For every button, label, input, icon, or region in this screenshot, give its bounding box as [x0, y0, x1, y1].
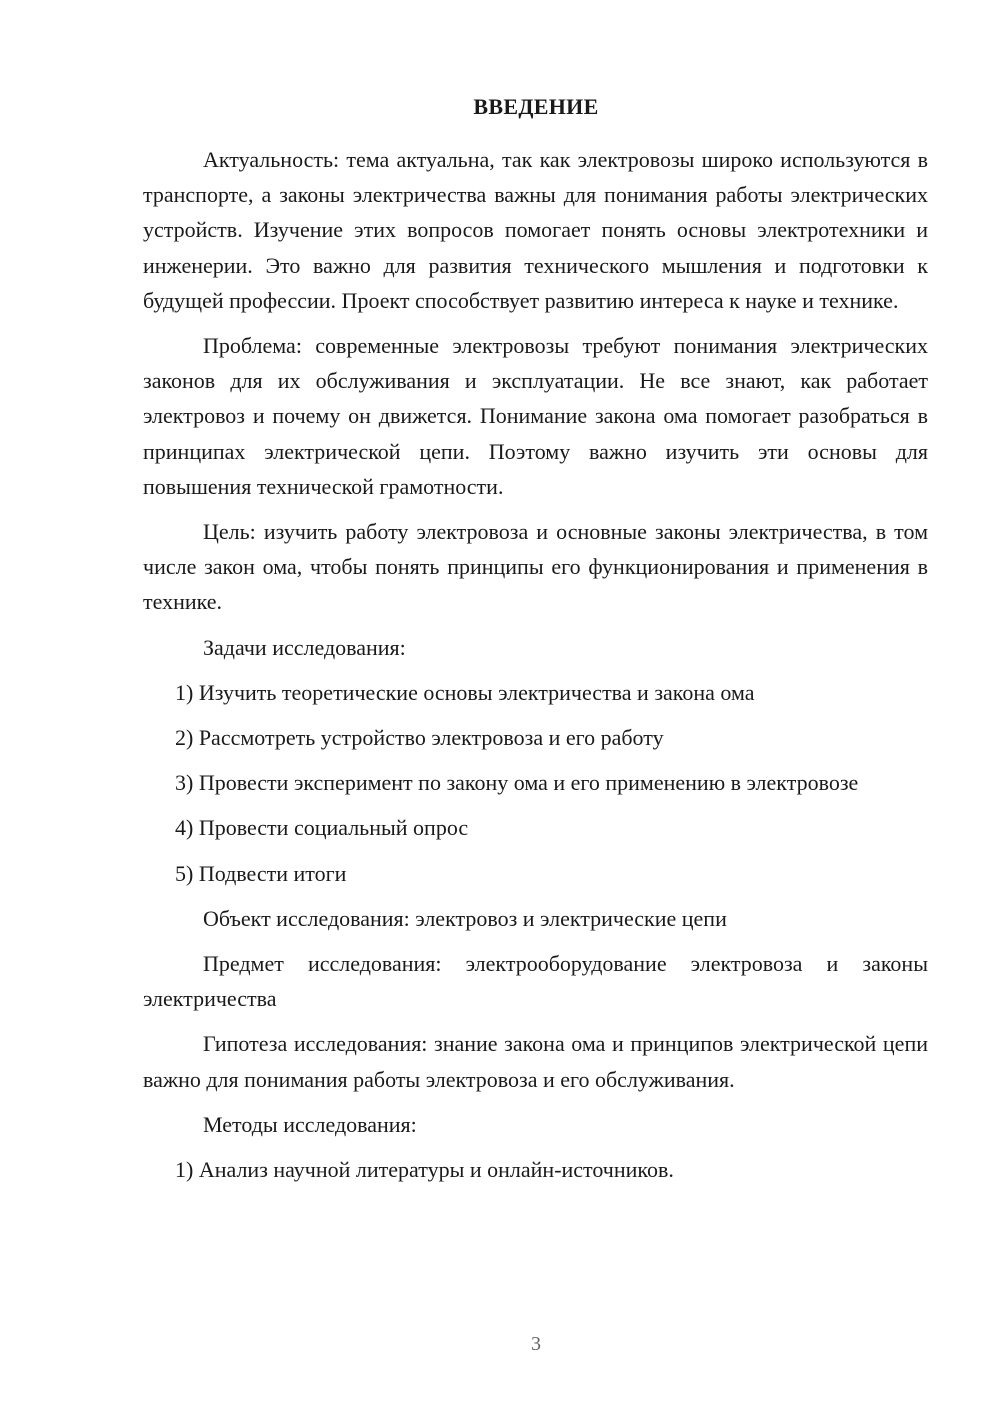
research-hypothesis: Гипотеза исследования: знание закона ома и принципов электрической цепи важно для понимания работы электровоза и его обслуживания. — [143, 1031, 928, 1092]
task-item-4: 4) Провести социальный опрос — [175, 815, 469, 841]
page-title: ВВЕДЕНИЕ — [473, 94, 599, 119]
task-item-1: 1) Изучить теоретические основы электричества и закона ома — [175, 679, 755, 705]
methods-heading: Методы исследования: — [203, 1111, 417, 1137]
task-item-2: 2) Рассмотреть устройство электровоза и его работу — [175, 725, 664, 751]
paragraph-relevance: Актуальность: тема актуальна, так как электровозы широко используются в транспорте, а законы электричества важны для понимания работы электрических устройств. Изучение этих вопросов помогает понять основы электротехники и инженерии. Это важно для развития технического мышления и подготовки к будущей профессии. Проект способствует развитию интереса к науке и технике. — [143, 147, 928, 313]
method-item-1: 1) Анализ научной литературы и онлайн-источников. — [175, 1157, 674, 1183]
research-subject: Предмет исследования: электрооборудование электровоза и законы электричества — [143, 951, 928, 1012]
research-object: Объект исследования: электровоз и электрические цепи — [203, 905, 727, 931]
task-item-3: 3) Провести эксперимент по закону ома и его применению в электровозе — [175, 770, 859, 796]
paragraph-goal: Цель: изучить работу электровоза и основные законы электричества, в том числе закон ома, чтобы понять принципы его функционирования и применения в технике. — [143, 519, 928, 615]
tasks-heading: Задачи исследования: — [203, 634, 406, 660]
document-body — [143, 142, 928, 1197]
task-item-5: 5) Подвести итоги — [175, 860, 347, 886]
paragraph-problem: Проблема: современные электровозы требуют понимания электрических законов для их обслуживания и эксплуатации. Не все знают, как работает электровоз и почему он движется. Понимание закона ома помогает разобраться в принципах электрической цепи. Поэтому важно изучить эти основы для повышения технической грамотности. — [143, 333, 928, 499]
page-number: 3 — [531, 1333, 541, 1355]
